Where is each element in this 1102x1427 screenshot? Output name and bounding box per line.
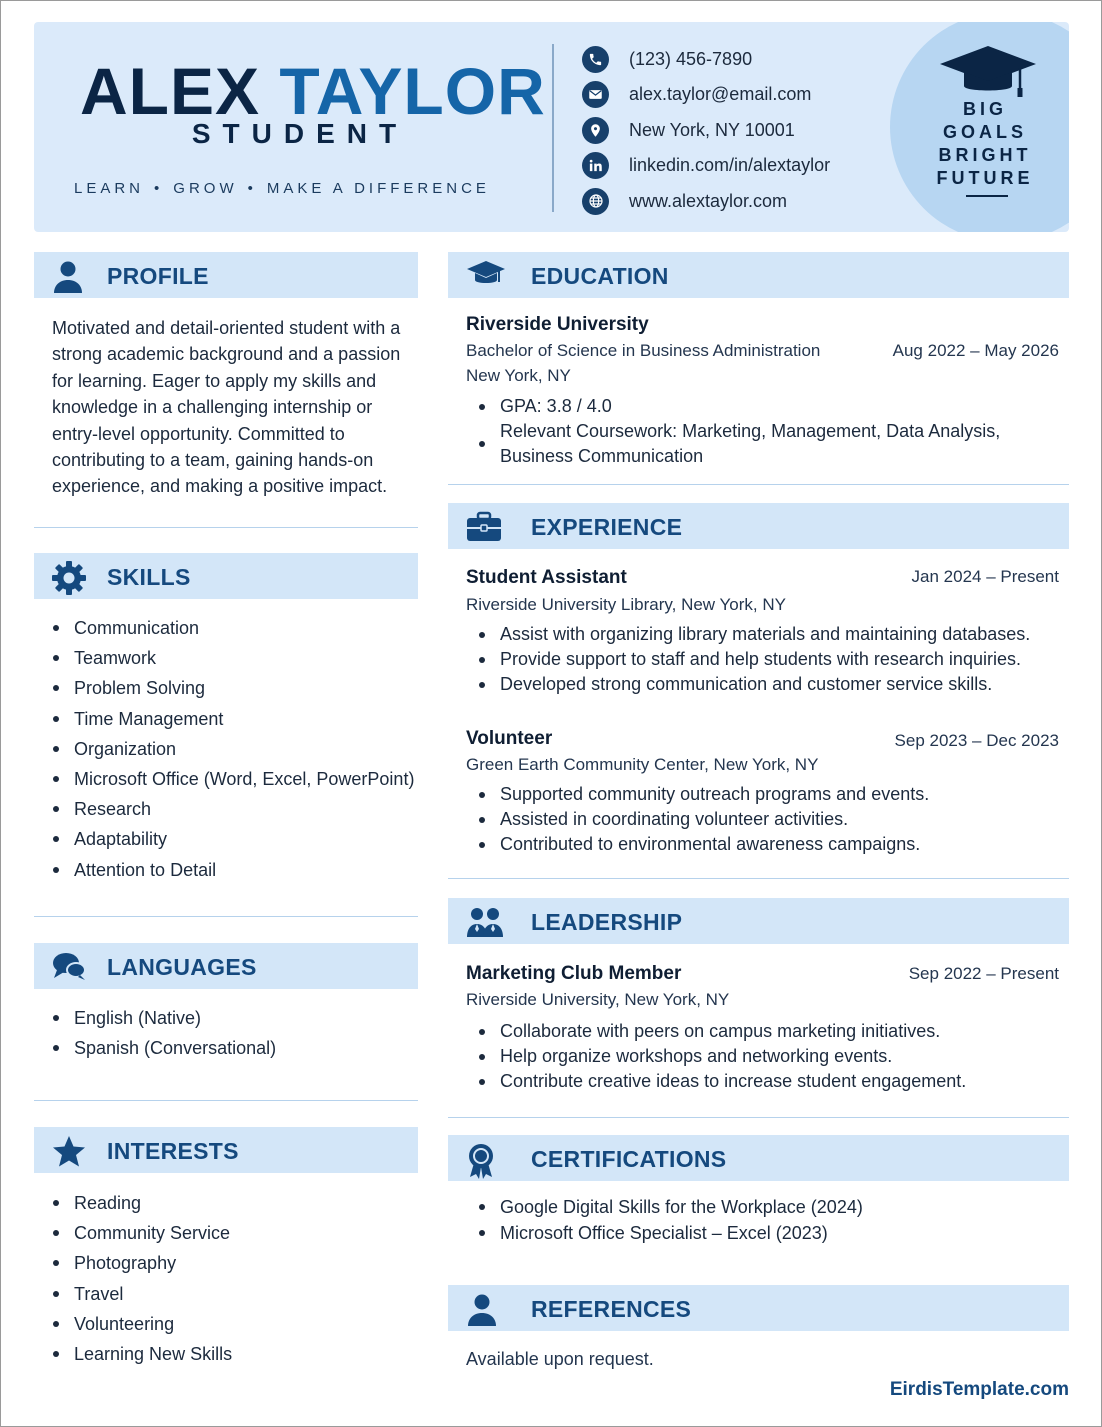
interests-section-header xyxy=(34,1127,418,1173)
badge-line-text: FUTURE xyxy=(936,168,1034,188)
leadership-section-header xyxy=(448,898,1069,944)
list-item: Assisted in coordinating volunteer activities. xyxy=(500,807,1060,832)
leadership-organization: Riverside University, New York, NY xyxy=(466,990,730,1009)
contact-email[interactable] xyxy=(582,80,811,110)
linkedin-icon xyxy=(582,152,609,179)
leadership-dates: Sep 2022 – Present xyxy=(908,964,1059,983)
list-item: Time Management xyxy=(74,704,418,734)
section-title: LEADERSHIP xyxy=(531,909,683,935)
degree: Bachelor of Science in Business Administration xyxy=(466,341,821,360)
person-icon xyxy=(466,1293,498,1325)
star-icon xyxy=(52,1135,84,1167)
list-item: Teamwork xyxy=(74,643,418,673)
badge-line-text: BIG xyxy=(962,99,1007,119)
profile-section-header xyxy=(34,252,418,298)
contact-website[interactable] xyxy=(582,186,787,216)
section-divider xyxy=(448,484,1069,485)
skills-list xyxy=(74,613,418,885)
list-item: Problem Solving xyxy=(74,673,418,703)
list-item: Research xyxy=(74,794,418,824)
profile-text: Motivated and detail-oriented student with a strong academic background and a passion for learning. Eager to apply my skills and knowledge in a challenging internship or entry-level opportunity. Committed to contributing to a team, gaining hands-on experience, and making a positive impact. xyxy=(52,318,401,497)
languages-list xyxy=(74,1003,418,1063)
globe-icon xyxy=(582,188,609,215)
section-divider xyxy=(448,1117,1069,1118)
job-title: Volunteer xyxy=(466,728,553,749)
list-item: Reading xyxy=(74,1188,418,1218)
certifications-list xyxy=(500,1194,1060,1246)
first-name: ALEX xyxy=(80,54,261,128)
contact-text: New York, NY 10001 xyxy=(629,119,795,140)
contact-text: (123) 456-7890 xyxy=(629,48,753,69)
tagline xyxy=(74,180,514,197)
school-name: Riverside University xyxy=(466,314,649,335)
interests-list xyxy=(74,1188,418,1369)
section-title: LANGUAGES xyxy=(107,954,257,980)
job-bullets xyxy=(500,622,1060,697)
list-item: Adaptability xyxy=(74,824,418,854)
candidate-role: STUDENT xyxy=(191,118,409,149)
tagline-item: GROW xyxy=(173,180,238,197)
leadership-role: Marketing Club Member xyxy=(466,963,682,984)
resume-header xyxy=(34,22,1069,232)
badge-underline xyxy=(966,195,1008,197)
list-item: Photography xyxy=(74,1248,418,1278)
email-icon xyxy=(582,81,609,108)
section-title: CERTIFICATIONS xyxy=(531,1146,727,1172)
section-title: PROFILE xyxy=(107,263,209,289)
list-item: Relevant Coursework: Marketing, Management, Data Analysis, Business Communication xyxy=(500,419,1020,469)
job-dates: Sep 2023 – Dec 2023 xyxy=(894,731,1059,750)
education-bullets xyxy=(500,394,1020,469)
list-item: Supported community outreach programs and events. xyxy=(500,782,1060,807)
list-item: Travel xyxy=(74,1279,418,1309)
list-item: Volunteering xyxy=(74,1309,418,1339)
list-item: Collaborate with peers on campus marketing initiatives. xyxy=(500,1019,1060,1044)
skills-section-header xyxy=(34,553,418,599)
section-title: EDUCATION xyxy=(531,263,669,289)
job-organization: Riverside University Library, New York, NY xyxy=(466,595,786,614)
badge-line-text: GOALS xyxy=(942,122,1027,142)
candidate-name xyxy=(80,54,546,128)
references-section-header xyxy=(448,1285,1069,1331)
list-item: Learning New Skills xyxy=(74,1339,418,1369)
list-item: Developed strong communication and customer service skills. xyxy=(500,672,1060,697)
graduation-cap-icon xyxy=(466,260,498,292)
award-ribbon-icon xyxy=(466,1143,498,1175)
footer-brand[interactable]: EirdisTemplate.com xyxy=(889,1379,1069,1400)
certifications-section-header xyxy=(448,1135,1069,1181)
job-title: Student Assistant xyxy=(466,567,627,588)
badge-text xyxy=(920,98,1050,190)
people-icon xyxy=(466,906,498,938)
section-title: SKILLS xyxy=(107,564,191,590)
section-divider xyxy=(34,916,418,917)
list-item: Community Service xyxy=(74,1218,418,1248)
contact-phone[interactable] xyxy=(582,44,752,74)
leadership-bullets xyxy=(500,1019,1060,1094)
tagline-item: LEARN xyxy=(74,180,145,197)
graduation-cap-icon xyxy=(938,44,1038,105)
list-item: Help organize workshops and networking events. xyxy=(500,1044,1060,1069)
badge-line-text: BRIGHT xyxy=(938,145,1032,165)
section-title: INTERESTS xyxy=(107,1138,239,1164)
name-block xyxy=(34,22,554,232)
list-item: Contribute creative ideas to increase student engagement. xyxy=(500,1069,1060,1094)
list-item: Provide support to staff and help students with research inquiries. xyxy=(500,647,1060,672)
tagline-separator: • xyxy=(154,180,164,197)
list-item: Microsoft Office (Word, Excel, PowerPoint) xyxy=(74,764,418,794)
gear-icon xyxy=(52,561,84,593)
phone-icon xyxy=(582,46,609,73)
contact-text: alex.taylor@email.com xyxy=(629,84,812,104)
section-title: REFERENCES xyxy=(531,1296,692,1322)
speech-bubbles-icon xyxy=(52,951,84,983)
list-item: Spanish (Conversational) xyxy=(74,1033,418,1063)
person-icon xyxy=(52,260,84,292)
education-section-header xyxy=(448,252,1069,298)
list-item: Assist with organizing library materials and maintaining databases. xyxy=(500,622,1060,647)
languages-section-header xyxy=(34,943,418,989)
list-item: Organization xyxy=(74,734,418,764)
experience-section-header xyxy=(448,503,1069,549)
list-item: Google Digital Skills for the Workplace (2024) xyxy=(500,1194,1060,1220)
last-name: TAYLOR xyxy=(279,54,546,128)
list-item: GPA: 3.8 / 4.0 xyxy=(500,394,1020,419)
contact-location xyxy=(582,115,795,145)
motto-badge xyxy=(890,22,1069,232)
school-location: New York, NY xyxy=(466,366,571,385)
location-icon xyxy=(582,117,609,144)
list-item: Microsoft Office Specialist – Excel (2023) xyxy=(500,1220,1060,1246)
section-divider xyxy=(34,1100,418,1101)
contact-linkedin[interactable] xyxy=(582,151,830,181)
job-dates: Jan 2024 – Present xyxy=(911,567,1059,586)
job-bullets xyxy=(500,782,1060,857)
section-divider xyxy=(448,878,1069,879)
contact-text: linkedin.com/in/alextaylor xyxy=(629,155,831,175)
tagline-item: MAKE A DIFFERENCE xyxy=(266,180,490,197)
list-item: Communication xyxy=(74,613,418,643)
tagline-separator: • xyxy=(247,180,257,197)
section-divider xyxy=(34,527,418,528)
section-title: EXPERIENCE xyxy=(531,514,683,540)
references-text: Available upon request. xyxy=(466,1349,654,1369)
header-divider xyxy=(552,44,554,212)
list-item: Attention to Detail xyxy=(74,855,418,885)
list-item: English (Native) xyxy=(74,1003,418,1033)
briefcase-icon xyxy=(466,511,498,543)
job-organization: Green Earth Community Center, New York, NY xyxy=(466,755,819,774)
education-dates: Aug 2022 – May 2026 xyxy=(892,341,1059,360)
list-item: Contributed to environmental awareness campaigns. xyxy=(500,832,1060,857)
contact-text: www.alextaylor.com xyxy=(629,190,788,211)
